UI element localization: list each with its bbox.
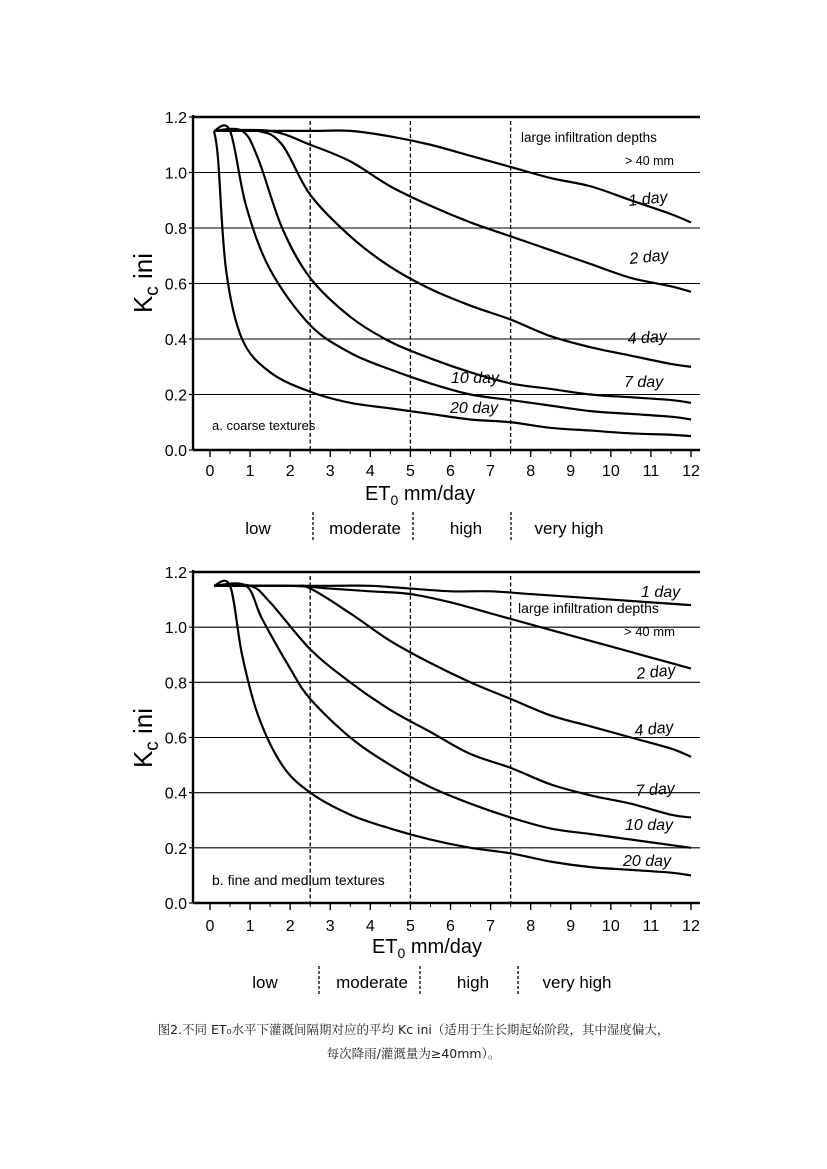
series-label: 2 day [635, 661, 677, 683]
panel-label: b. fine and medium textures [212, 872, 385, 888]
x-tick-label: 0 [205, 463, 215, 480]
x-tick-label: 0 [205, 918, 215, 935]
y-tick-label: 0.6 [164, 276, 187, 294]
series-line-10-day [214, 583, 691, 847]
x-tick-label: 3 [325, 463, 335, 480]
zone-label: high [456, 973, 490, 992]
x-axis-label: $ET_0$ mm/day [371, 936, 483, 961]
series-label: 2 day [628, 246, 670, 268]
x-tick-label: 5 [405, 918, 415, 935]
series-label: 7 day [635, 780, 676, 800]
x-tick-label: 1 [245, 918, 255, 935]
zone-label: moderate [329, 519, 401, 538]
y-tick-label: 0.0 [164, 896, 187, 913]
y-axis-label-k: K [128, 295, 158, 314]
x-tick-label: 5 [405, 463, 415, 480]
series-line-7-day [214, 129, 691, 403]
y-tick-label: 0.8 [164, 675, 187, 693]
zone-label: low [245, 519, 271, 538]
y-axis-label-c: c [142, 286, 163, 296]
x-axis-label: $ET_0$ mm/day [364, 483, 476, 508]
annotation-infiltration: large infiltration depths [521, 130, 657, 145]
x-tick-label: 1 [245, 463, 255, 480]
y-tick-label: 0.4 [164, 332, 187, 349]
annotation-depth: > 40 mm [625, 154, 674, 168]
y-tick-label: 1.0 [164, 165, 187, 183]
series-label: 10 day [451, 370, 500, 387]
x-tick-label: 6 [446, 918, 455, 935]
y-axis-label-ini: ini [128, 707, 158, 742]
chart-fine-medium-textures [0, 555, 827, 1015]
x-tick-label: 9 [566, 918, 576, 935]
y-tick-label: 0.6 [164, 730, 187, 748]
series-label: 7 day [624, 374, 664, 391]
series-line-7-day [214, 585, 691, 818]
y-tick-label: 1.2 [164, 565, 187, 582]
x-tick-label: 7 [486, 918, 496, 935]
series-label: 4 day [633, 718, 675, 740]
y-tick-label: 0.2 [164, 387, 187, 405]
zone-label: high [449, 519, 483, 538]
series-line-20-day [214, 581, 691, 876]
series-label: 1 day [641, 584, 681, 601]
panel-label: a. coarse textures [212, 418, 316, 433]
zone-label: low [252, 973, 278, 992]
y-tick-label: 0.0 [164, 443, 187, 460]
series-line-2-day [214, 130, 691, 292]
x-tick-label: 9 [566, 463, 576, 480]
annotation-infiltration: large infiltration depths [518, 600, 659, 616]
y-axis-label-c: c [142, 741, 163, 751]
x-tick-label: 7 [486, 463, 496, 480]
x-tick-label: 4 [365, 463, 375, 480]
y-tick-label: 0.4 [164, 785, 187, 803]
x-tick-label: 2 [285, 463, 295, 480]
caption-line-1: 图2.不同 ET₀水平下灌溉间隔期对应的平均 Kc ini（适用于生长期起始阶段，其中湿度偏大， [157, 1022, 670, 1037]
x-tick-label: 4 [365, 918, 375, 935]
caption-line-2: 每次降雨/灌溉量为≥40mm）。 [326, 1046, 501, 1061]
series-line-4-day [214, 130, 691, 367]
x-tick-label: 3 [325, 918, 335, 935]
x-tick-label: 10 [601, 918, 620, 935]
y-axis-label-ini: ini [128, 252, 158, 287]
zone-label: very high [534, 519, 604, 538]
x-tick-label: 11 [642, 918, 660, 935]
series-label: 20 day [623, 853, 672, 870]
x-tick-label: 2 [285, 918, 295, 935]
figure-caption [60, 1018, 767, 1066]
x-tick-label: 8 [526, 463, 536, 480]
y-axis-label [128, 253, 163, 313]
y-tick-label: 1.0 [164, 620, 187, 638]
x-tick-label: 12 [682, 918, 700, 935]
y-axis-label [128, 708, 163, 768]
annotation-depth: > 40 mm [624, 624, 675, 639]
series-label: 10 day [625, 817, 674, 834]
series-label: 20 day [450, 400, 499, 417]
x-tick-label: 8 [526, 918, 536, 935]
y-tick-label: 0.2 [164, 840, 187, 858]
y-tick-label: 0.8 [164, 221, 187, 238]
zone-label: moderate [336, 973, 408, 992]
y-tick-label: 1.2 [164, 110, 187, 127]
series-label: 1 day [627, 188, 669, 210]
x-tick-label: 11 [642, 463, 660, 480]
y-axis-label-k: K [128, 750, 158, 769]
x-tick-label: 6 [446, 463, 455, 480]
x-tick-label: 10 [601, 463, 620, 480]
chart-coarse-textures [0, 0, 827, 560]
series-label: 4 day [627, 328, 668, 348]
zone-label: very high [542, 973, 612, 992]
x-tick-label: 12 [682, 463, 700, 480]
